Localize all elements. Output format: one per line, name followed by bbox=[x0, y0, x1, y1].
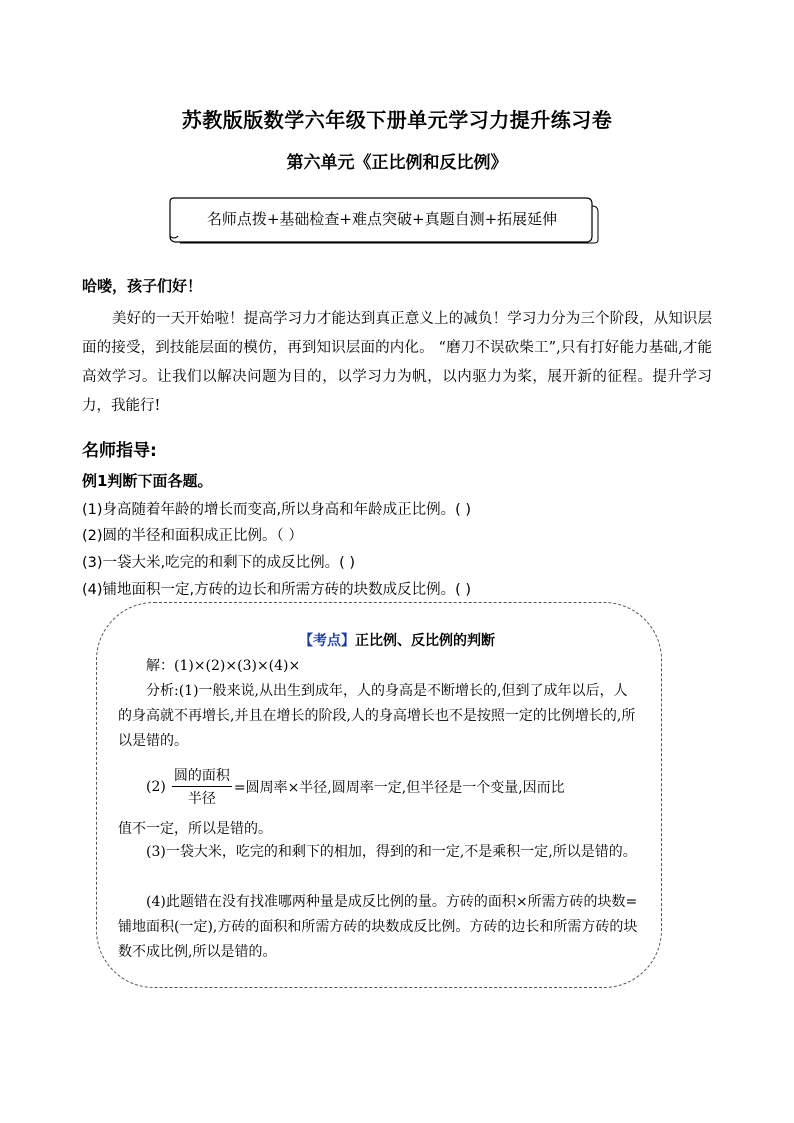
analysis-2-rest: =圆周率×半径,圆周率一定,但半径是一个变量,因而比 bbox=[233, 779, 565, 796]
greeting: 哈喽，孩子们好！ bbox=[82, 277, 203, 295]
key-point-line bbox=[0, 630, 794, 650]
analysis-2-prefix: (2) bbox=[146, 778, 166, 795]
question-2: (2)圆的半径和面积成正比例。（ ） bbox=[82, 528, 303, 544]
banner-text: 名师点拨+基础检查+难点突破+真题自测+拓展延伸 bbox=[206, 210, 558, 228]
analysis-2-continuation: 值不一定，所以是错的。 bbox=[118, 821, 272, 837]
fraction-denominator: 半径 bbox=[187, 791, 216, 807]
solution-line: 解：(1)×(2)×(3)×(4)× bbox=[146, 658, 301, 674]
fraction bbox=[172, 765, 232, 808]
question-1: (1)身高随着年龄的增长而变高,所以身高和年龄成正比例。( ) bbox=[82, 502, 472, 518]
section-heading: 名师指导: bbox=[82, 441, 157, 461]
fraction-numerator: 圆的面积 bbox=[172, 765, 232, 787]
intro-paragraph: 美好的一天开始啦！提高学习力才能达到真正意义上的减负！学习力分为三个阶段，从知识层面的接受，到技能层面的模仿，再到知识层面的内化。 “磨刀不误砍柴工”,只有打好能力基础,才能高效学习。让我们以解决问题为目的，以学习力为帆，以内驱力为桨，展开新的征程。提升学习力，我能行! bbox=[82, 311, 712, 414]
analysis-4: (4)此题错在没有找准哪两种量是成反比例的量。方砖的面积×所需方砖的块数=铺地面积(一定),方砖的面积和所需方砖的块数成反比例。方砖的边长和所需方砖的块数不成比例,所以是错的。 bbox=[118, 894, 638, 960]
key-point-topic: 正比例、反比例的判断 bbox=[355, 633, 495, 649]
scroll-banner bbox=[168, 196, 600, 244]
analysis-1: 分析:(1)一般来说,从出生到成年，人的身高是不断增长的,但到了成年以后，人的身高就不再增长,并且在增长的阶段,人的身高增长也不是按照一定的比例增长的,所以是错的。 bbox=[118, 683, 636, 749]
analysis-3: (3)一袋大米，吃完的和剩下的相加，得到的和一定,不是乘积一定,所以是错的。 bbox=[146, 844, 637, 860]
page-title: 苏教版版数学六年级下册单元学习力提升练习卷 bbox=[181, 108, 613, 132]
question-3: (3)一袋大米,吃完的和剩下的成反比例。( ) bbox=[82, 555, 356, 571]
key-point-tag: 【考点】 bbox=[299, 633, 355, 649]
example-title: 例1判断下面各题。 bbox=[82, 472, 213, 490]
analysis-2-line bbox=[146, 765, 565, 808]
unit-subtitle: 第六单元《正比例和反比例》 bbox=[286, 153, 508, 173]
question-4: (4)铺地面积一定,方砖的边长和所需方砖的块数成反比例。( ) bbox=[82, 582, 472, 598]
